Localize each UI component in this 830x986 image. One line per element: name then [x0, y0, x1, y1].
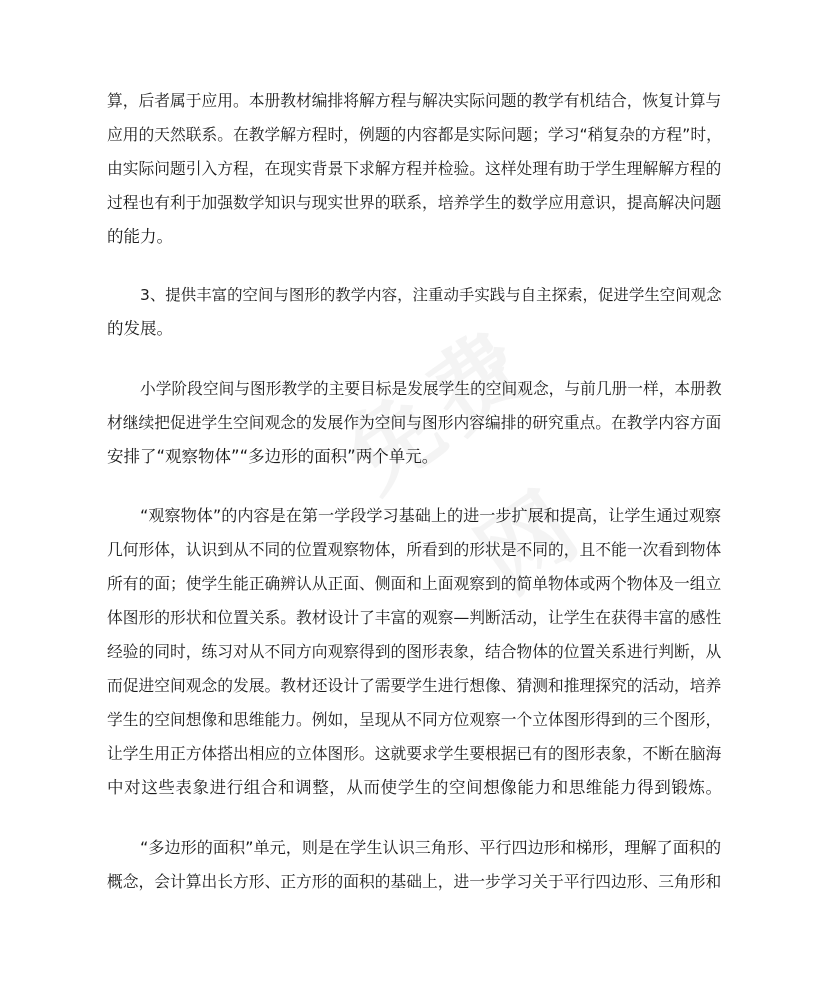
paragraph-4-line-8: 让学生用正方体搭出相应的立体图形。这就要求学生要根据已有的图形表象，不断在脑海	[107, 744, 722, 763]
paragraph-3-line-3: 安排了“观察物体”“多边形的面积”两个单元。	[107, 447, 439, 466]
paragraph-1-line-1: 算，后者属于应用。本册教材编排将解方程与解决实际问题的教学有机结合，恢复计算与	[107, 91, 722, 110]
paragraph-3-line-1: 小学阶段空间与图形教学的主要目标是发展学生的空间观念，与前几册一样，本册教	[140, 379, 722, 398]
paragraph-2-line-1: 3、提供丰富的空间与图形的教学内容，注重动手实践与自主探索，促进学生空间观念	[140, 286, 722, 304]
paragraph-4-line-7: 学生的空间想像和思维能力。例如，呈现从不同方位观察一个立体图形得到的三个图形，	[107, 710, 722, 729]
paragraph-4-line-5: 经验的同时，练习对从不同方向观察得到的图形表象，结合物体的位置关系进行判断，从	[107, 642, 722, 661]
paragraph-4-line-6: 而促进空间观念的发展。教材还设计了需要学生进行想像、猜测和推理探究的活动，培养	[107, 676, 722, 695]
paragraph-1-line-3: 由实际问题引入方程，在现实背景下求解方程并检验。这样处理有助于学生理解解方程的	[107, 159, 722, 178]
paragraph-1-line-5: 的能力。	[107, 227, 173, 246]
paragraph-4-line-9: 中对这些表象进行组合和调整，从而使学生的空间想像能力和思维能力得到锻炼。	[107, 778, 723, 797]
paragraph-4-line-3: 所有的面；使学生能正确辨认从正面、侧面和上面观察到的简单物体或两个物体及一组立	[107, 574, 722, 593]
paragraph-4-line-1: “观察物体”的内容是在第一学段学习基础上的进一步扩展和提高，让学生通过观察	[140, 506, 722, 525]
paragraph-5-line-1: “多边形的面积”单元，则是在学生认识三角形、平行四边形和梯形，理解了面积的	[140, 838, 722, 857]
paragraph-3-line-2: 材继续把促进学生空间观念的发展作为空间与图形内容编排的研究重点。在教学内容方面	[107, 413, 722, 432]
paragraph-4-line-4: 体图形的形状和位置关系。教材设计了丰富的观察—判断活动，让学生在获得丰富的感性	[107, 608, 722, 627]
paragraph-4-line-2: 几何形体，认识到从不同的位置观察物体，所看到的形状是不同的，且不能一次看到物体	[107, 540, 722, 559]
paragraph-5-line-2: 概念，会计算出长方形、正方形的面积的基础上，进一步学习关于平行四边形、三角形和	[107, 872, 722, 891]
paragraph-1-line-4: 过程也有利于加强数学知识与现实世界的联系，培养学生的数学应用意识，提高解决问题	[107, 193, 722, 212]
paragraph-2-line-2: 的发展。	[107, 319, 173, 338]
paragraph-1-line-2: 应用的天然联系。在教学解方程时，例题的内容都是实际问题；学习“稍复杂的方程”时，	[107, 125, 722, 144]
